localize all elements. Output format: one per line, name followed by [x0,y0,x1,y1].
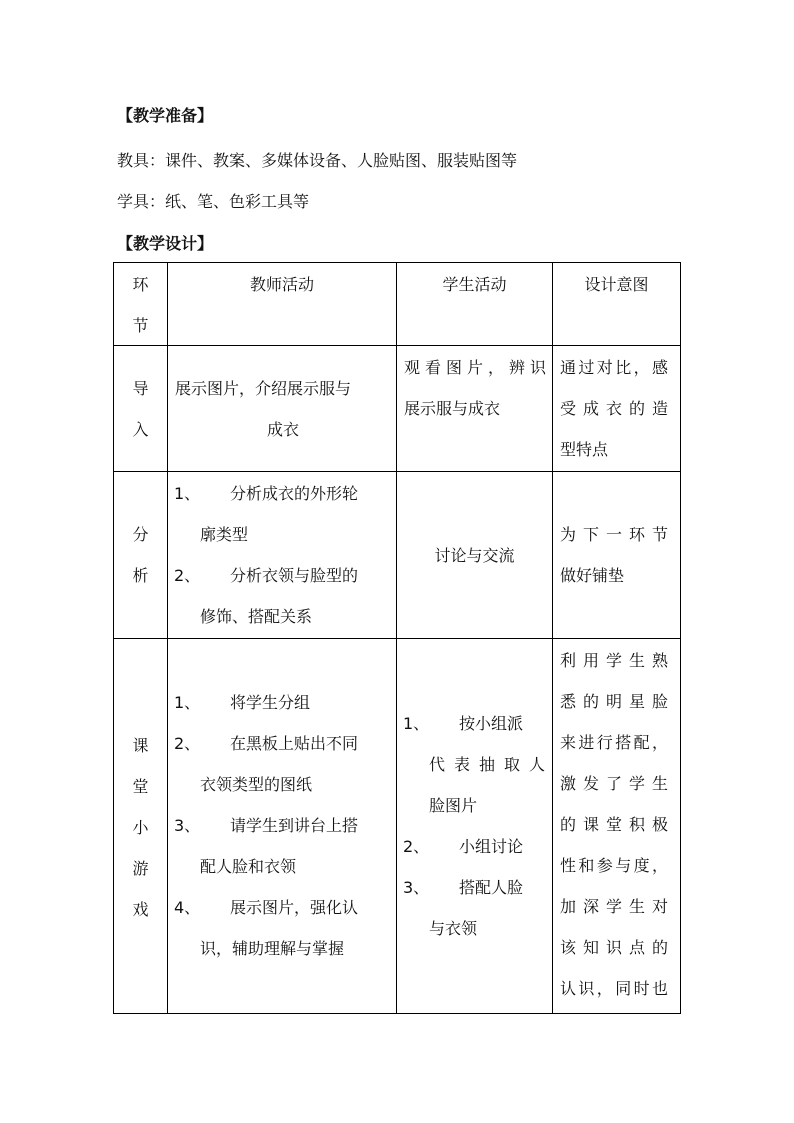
table-border-top [113,262,681,263]
list-item: 1、 按小组派 [403,714,524,733]
header-stage: 环 节 [132,275,149,335]
design-heading: 【教学设计】 [117,234,214,253]
table-border-bottom [113,1013,681,1014]
student-tools-text: 学具：纸、笔、色彩工具等 [117,192,310,211]
header-design-intent: 设计意图 [584,275,649,294]
list-item: 2、 在黑板上贴出不同 [174,734,359,753]
row-analysis-stage: 分 析 [132,525,149,585]
header-student-activity: 学生活动 [442,275,507,294]
row-divider [113,638,681,639]
list-item: 4、 展示图片，强化认 [174,898,359,917]
list-item: 3、 请学生到讲台上搭 [174,816,359,835]
row-analysis-student: 讨论与交流 [434,546,515,565]
column-divider [167,262,168,1014]
row-intro-intent: 通过对比，感 受成衣的造 型特点 [560,358,668,459]
row-analysis-teacher: 1、 分析成衣的外形轮 廓类型 2、 分析衣领与脸型的 修饰、搭配关系 [174,473,390,637]
list-item: 2、 小组讨论 [403,837,524,856]
row-game-teacher: 1、 将学生分组 2、 在黑板上贴出不同 衣领类型的图纸 3、 请学生到讲台上搭 配人脸和衣领 4、 展示图片，强化认 识，辅助理解与掌握 [174,682,390,969]
column-divider [396,262,397,1014]
row-intro-teacher: 展示图片，介绍展示服与 成衣 [175,379,352,439]
table-border-right [680,262,681,1014]
column-divider [552,262,553,1014]
list-item: 3、 搭配人脸 [403,878,524,897]
row-intro-student: 观看图片，辨识 展示服与成衣 [404,358,546,418]
list-item: 2、 分析衣领与脸型的 [174,566,359,585]
row-divider [113,471,681,472]
row-game-student: 1、 按小组派 代表抽取人 脸图片 2、 小组讨论 3、 搭配人脸 与衣领 [403,703,545,949]
list-item: 1、 将学生分组 [174,693,311,712]
row-divider [113,345,681,346]
row-intro-stage: 导 入 [132,379,149,439]
row-game-intent: 利用学生熟 悉的明星脸 来进行搭配， 激发了学生 的课堂积极 性和参与度， 加深学生对 该知识点的 认识，同时也 [560,651,668,998]
header-teacher-activity: 教师活动 [249,275,314,294]
row-game-stage: 课 堂 小 游 戏 [132,736,149,919]
list-item: 1、 分析成衣的外形轮 [174,484,359,503]
row-analysis-intent: 为下一环节 做好铺垫 [560,525,668,585]
prep-heading: 【教学准备】 [117,106,214,125]
teaching-tools-text: 教具：课件、教案、多媒体设备、人脸贴图、服装贴图等 [117,151,518,170]
